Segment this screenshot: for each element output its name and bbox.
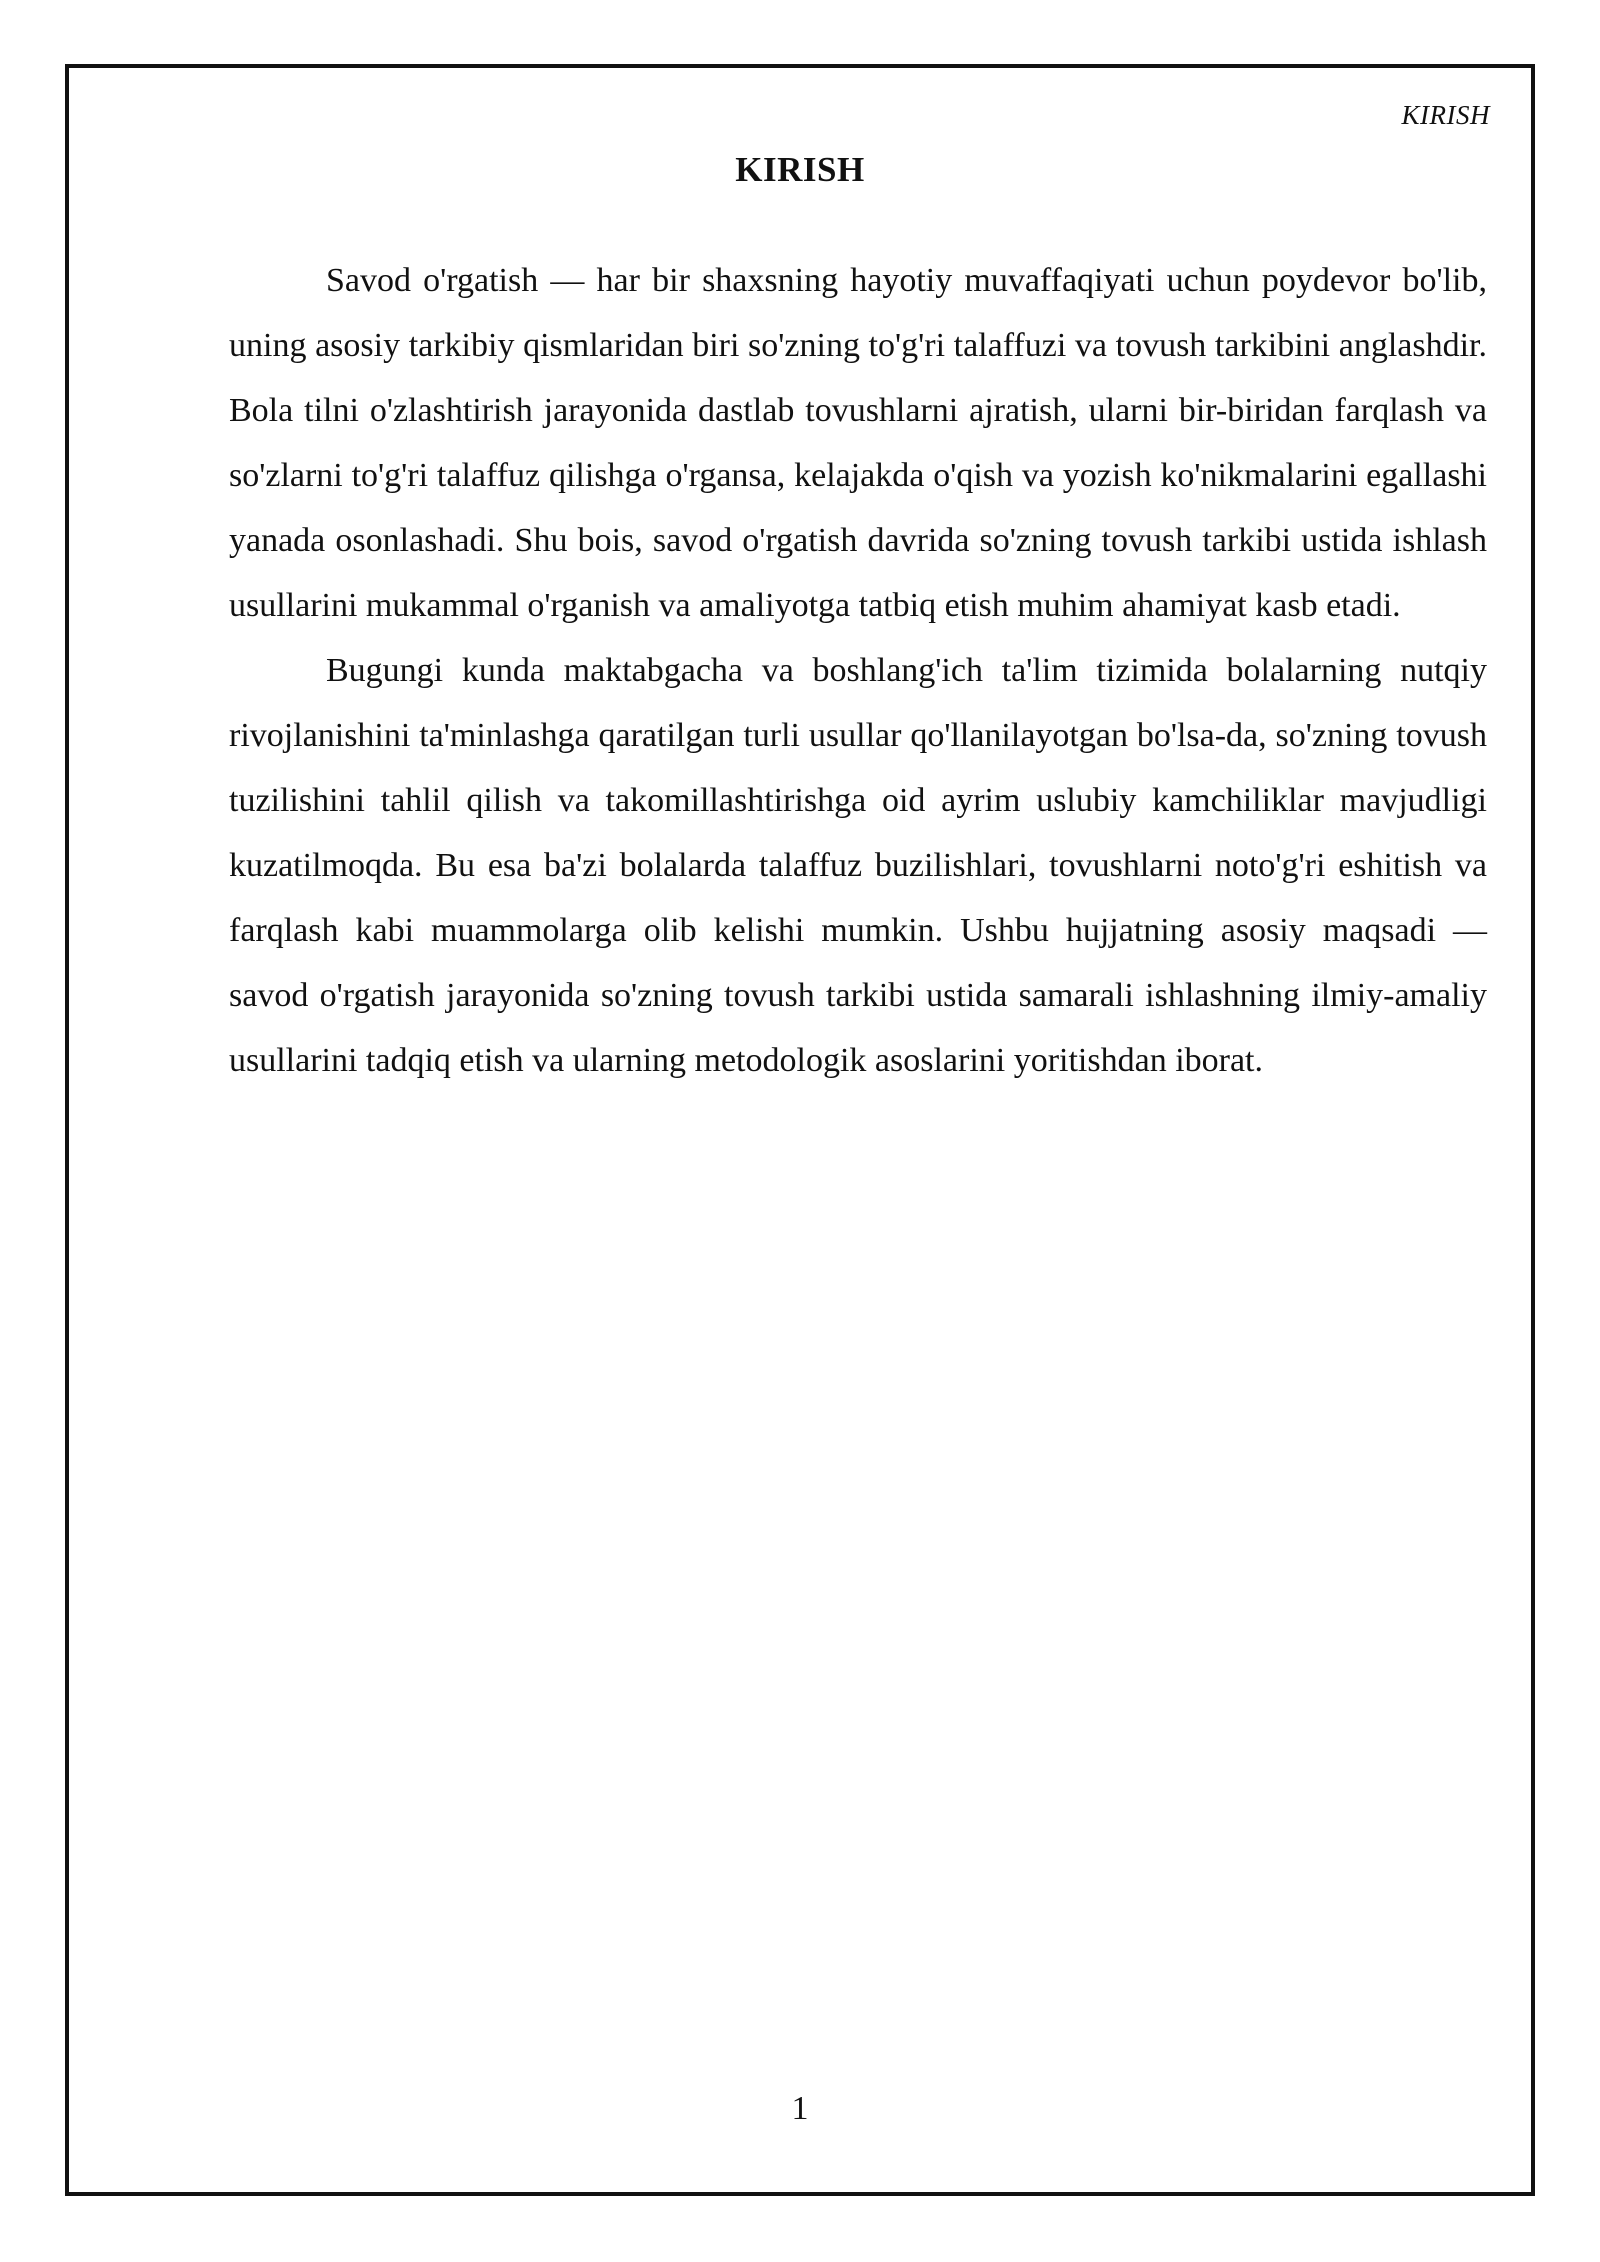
paragraph-1: Savod o'rgatish — har bir shaxsning hayotiy muvaffaqiyati uchun poydevor bo'lib, uning asosiy tarkibiy qismlaridan biri so'zning to'g'ri talaffuzi va tovush tarkibini anglashdir. Bola tilni o'zlashtirish jarayonida dastlab tovushlarni ajratish, ularni bir-biridan farqlash va so'zlarni to'g'ri talaffuz qilishga o'rgansa, kelajakda o'qish va yozish ko'nikmalarini egallashi yanada osonlashadi. Shu bois, savod o'rgatish davrida so'zning tovush tarkibi ustida ishlash usullarini mukammal o'rganish va amaliyotga tatbiq etish muhim ahamiyat kasb etadi. [229,262,1487,624]
body-text [229,248,1487,1093]
page-number: 1 [791,2090,809,2127]
section-title: KIRISH [735,150,865,189]
running-header: KIRISH [1401,100,1490,130]
paragraph-2: Bugungi kunda maktabgacha va boshlang'ich ta'lim tizimida bolalarning nutqiy rivojlanishini ta'minlashga qaratilgan turli usullar qo'llanilayotgan bo'lsa-da, so'zning tovush tuzilishini tahlil qilish va takomillashtirishga oid ayrim uslubiy kamchiliklar mavjudligi kuzatilmoqda. Bu esa ba'zi bolalarda talaffuz buzilishlari, tovushlarni noto'g'ri eshitish va farqlash kabi muammolarga olib kelishi mumkin. Ushbu hujjatning asosiy maqsadi — savod o'rgatish jarayonida so'zning tovush tarkibi ustida samarali ishlashning ilmiy-amaliy usullarini tadqiq etish va ularning metodologik asoslarini yoritishdan iborat. [229,652,1487,1079]
